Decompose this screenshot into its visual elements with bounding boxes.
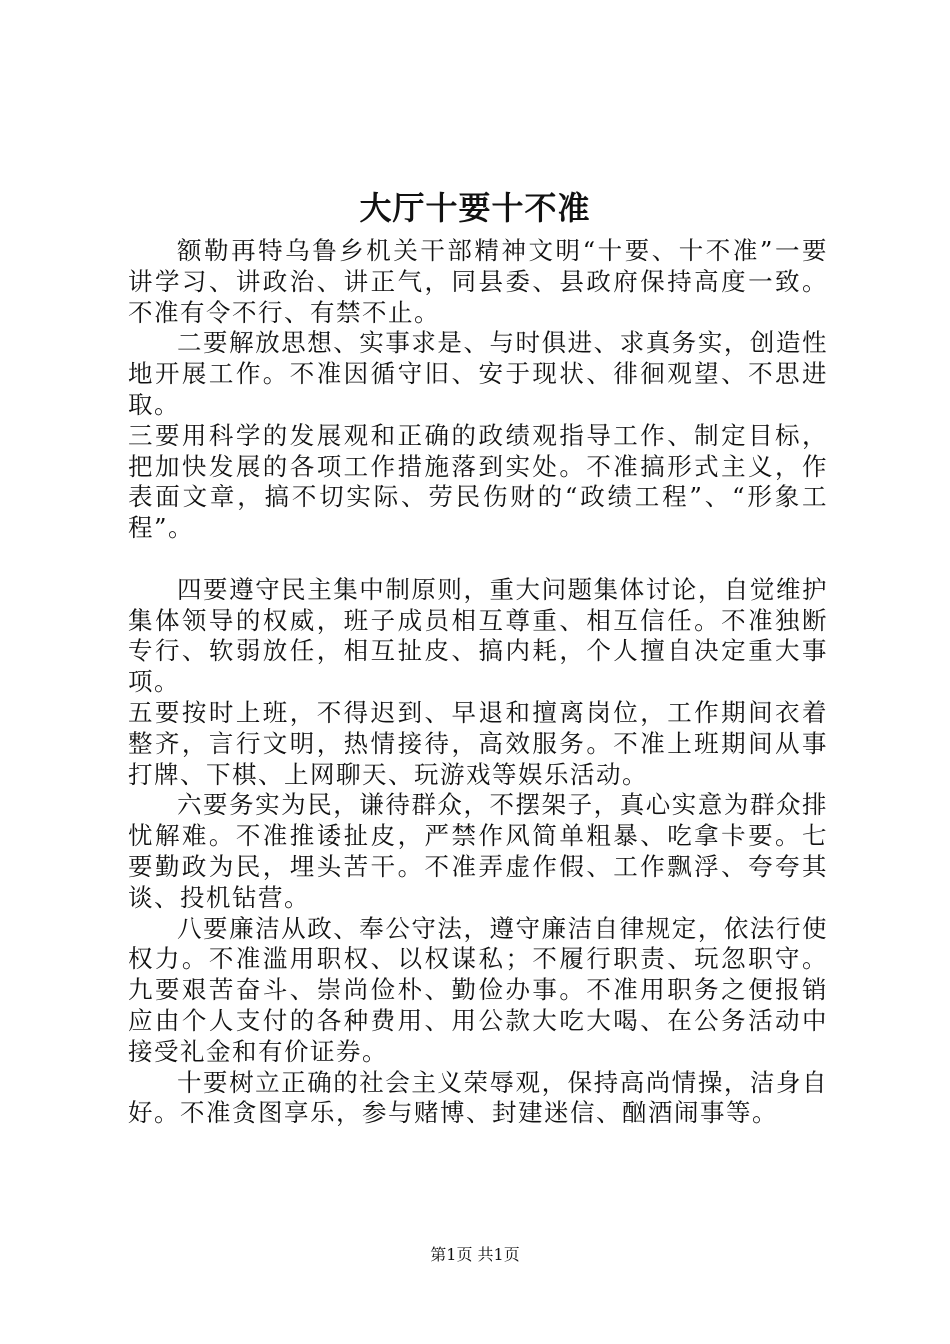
- paragraph-gap: [128, 544, 828, 575]
- paragraph-2: 二要解放思想、实事求是、与时俱进、求真务实，创造性地开展工作。不准因循守旧、安于现状、徘徊观望、不思进取。: [128, 328, 828, 419]
- paragraph-8: 十要树立正确的社会主义荣辱观，保持高尚情操，洁身自好。不准贪图享乐，参与赌博、封建迷信、酗酒闹事等。: [128, 1067, 828, 1128]
- paragraph-5: 五要按时上班，不得迟到、早退和擅离岗位，工作期间衣着整齐，言行文明，热情接待，高效服务。不准上班期间从事打牌、下棋、上网聊天、玩游戏等娱乐活动。: [128, 697, 828, 789]
- document-title: 大厅十要十不准: [359, 189, 591, 227]
- paragraph-3: 三要用科学的发展观和正确的政绩观指导工作、制定目标，把加快发展的各项工作措施落到实处。不准搞形式主义，作表面文章，搞不切实际、劳民伤财的“政绩工程”、“形象工程”。: [128, 420, 828, 543]
- paragraph-6: 六要务实为民，谦待群众，不摆架子，真心实意为群众排忧解难。不准推诿扯皮，严禁作风简单粗暴、吃拿卡要。七要勤政为民，埋头苦干。不准弄虚作假、工作飘浮、夸夸其谈、投机钻营。: [128, 790, 828, 912]
- paragraph-7: 八要廉洁从政、奉公守法，遵守廉洁自律规定，依法行使权力。不准滥用职权、以权谋私；不履行职责、玩忽职守。九要艰苦奋斗、崇尚俭朴、勤俭办事。不准用职务之便报销应由个人支付的各种费用、用公款大吃大喝、在公务活动中接受礼金和有价证券。: [128, 913, 828, 1066]
- paragraph-4: 四要遵守民主集中制原则，重大问题集体讨论，自觉维护集体领导的权威，班子成员相互尊重、相互信任。不准独断专行、软弱放任，相互扯皮、搞内耗，个人擅自决定重大事项。: [128, 574, 828, 697]
- page-footer: 第1页 共1页: [430, 1245, 520, 1264]
- paragraph-1: 额勒再特乌鲁乡机关干部精神文明“十要、十不准”一要讲学习、讲政治、讲正气，同县委、县政府保持高度一致。不准有令不行、有禁不止。: [128, 236, 828, 327]
- document-body: [128, 236, 828, 1129]
